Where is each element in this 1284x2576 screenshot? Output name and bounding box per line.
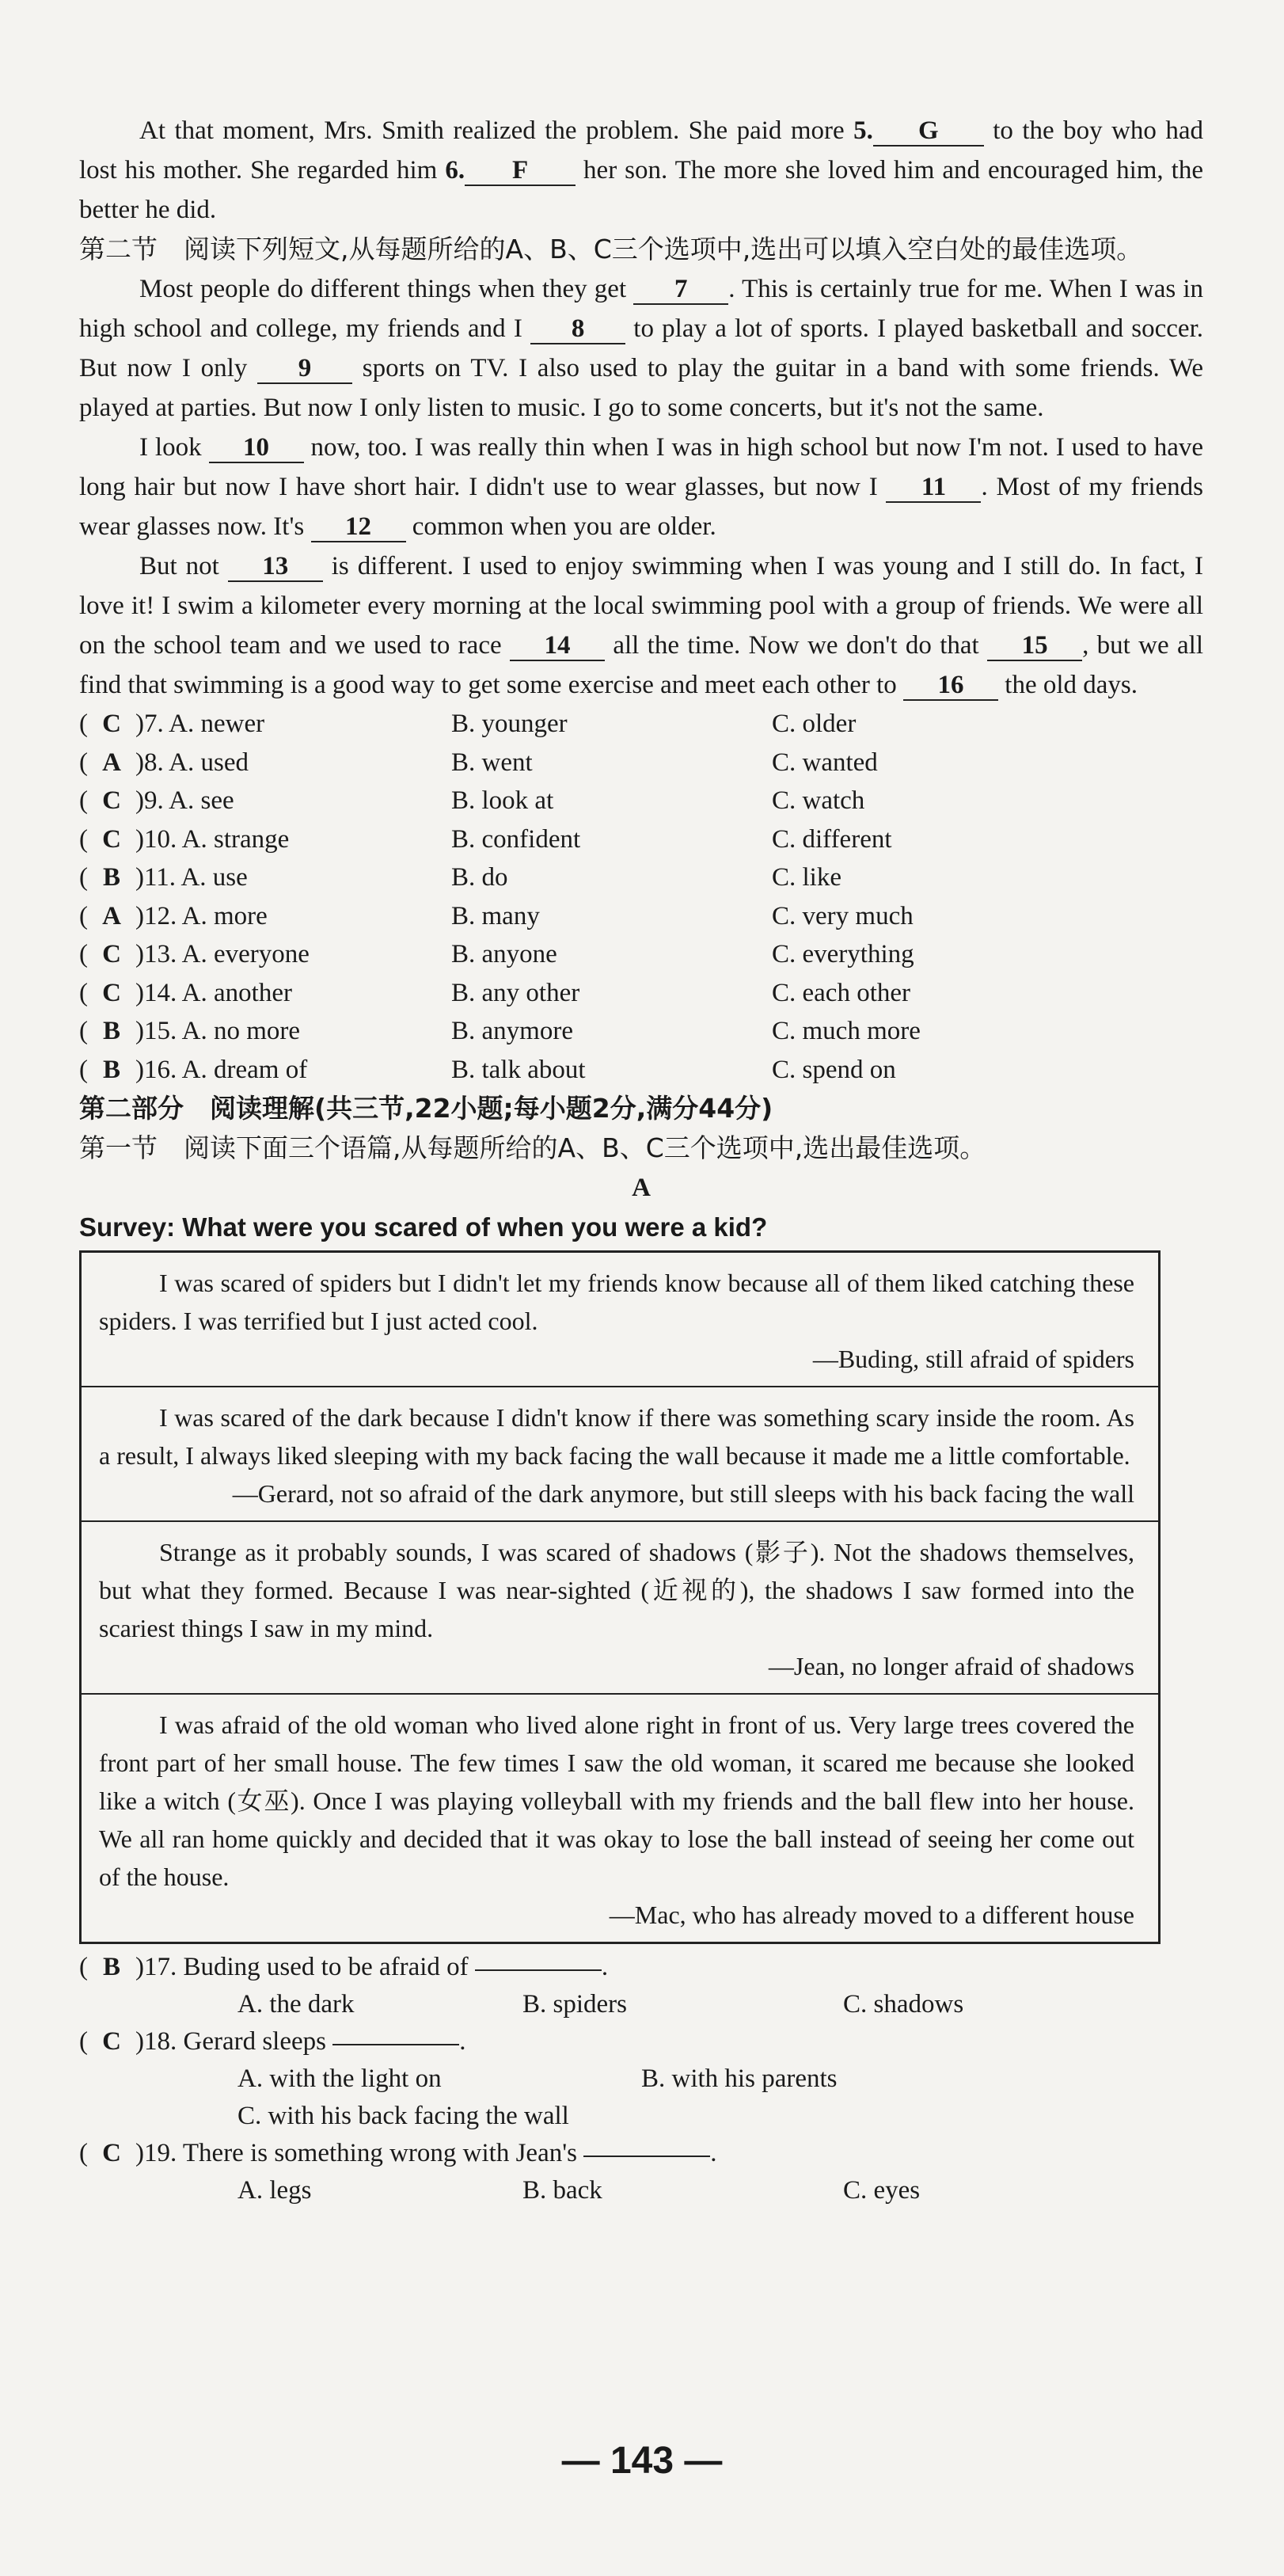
survey-text: Strange as it probably sounds, I was scared of shadows (影子). Not the shadows themselves, but what they formed. Because I was near-sighted (近视的), the shadows I saw formed into the scariest things I saw in my mind. (99, 1538, 1134, 1642)
intro-text-1: At that moment, Mrs. Smith realized the problem. She paid more (139, 116, 854, 145)
item-number-5: 5. (853, 116, 873, 145)
option-row (79, 744, 1203, 782)
option-a-cell: ( C )7. A. newer (79, 705, 451, 744)
survey-cell (82, 1520, 1158, 1693)
questions (79, 1949, 1203, 2209)
cloze-text: , but we all find that swimming is a good way to get some exercise and meet each other to (79, 631, 1203, 699)
option-b: B. any other (451, 978, 580, 1007)
cloze-text: the old days. (998, 671, 1138, 699)
option-c: C. very much (772, 901, 914, 930)
cloze-paragraph-3 (79, 546, 1203, 705)
option-c: C. with his back facing the wall (237, 2102, 569, 2130)
cloze-blank-16: 16 (903, 671, 998, 701)
option-b: B. anyone (451, 940, 557, 968)
question-stem-row (79, 2135, 1203, 2172)
option-c: C. much more (772, 1017, 921, 1045)
option-row (79, 935, 1203, 974)
cloze-blank-13: 13 (228, 552, 323, 582)
question-stem: )17. Buding used to be afraid of (135, 1953, 469, 1981)
option-b: B. anymore (451, 1017, 573, 1045)
option-a-cell: ( B )11. A. use (79, 858, 451, 897)
intro-text-3: her son. The more she loved him and encouraged him, the better he did. (79, 156, 1203, 224)
survey-table (79, 1250, 1161, 1944)
answer-letter: C (102, 2139, 121, 2167)
answer-letter: A (102, 901, 121, 930)
option-a-cell: ( C )13. A. everyone (79, 935, 451, 974)
option-a-cell: ( A )12. A. more (79, 897, 451, 936)
option-a: )10. A. strange (135, 824, 290, 854)
option-a-cell: ( C )14. A. another (79, 974, 451, 1013)
section2-header: 第二节 阅读下列短文,从每题所给的A、B、C三个选项中,选出可以填入空白处的最佳选项。 (79, 234, 1143, 264)
item-number-6: 6. (445, 156, 465, 185)
answer-letter: A (102, 748, 121, 777)
option-c: C. each other (772, 978, 911, 1007)
option-row (79, 1012, 1203, 1051)
option-c: C. spend on (772, 1055, 896, 1084)
option-c: C. wanted (772, 748, 878, 777)
option-b: B. younger (451, 710, 568, 738)
option-b: B. talk about (451, 1055, 586, 1084)
cloze-blank-7: 7 (633, 275, 728, 305)
option-c: C. older (772, 710, 857, 738)
option-row (79, 782, 1203, 820)
intro-paragraph (79, 111, 1203, 230)
option-a: )12. A. more (135, 901, 268, 930)
cloze-text: But not (139, 552, 228, 580)
answer-letter: C (102, 786, 121, 815)
question-stem-row (79, 1949, 1203, 1986)
option-a: )7. A. newer (135, 710, 265, 738)
option-row (79, 858, 1203, 897)
option-c: C. eyes (843, 2176, 921, 2205)
answer-letter: B (102, 1055, 120, 1084)
option-a: A. the dark (237, 1990, 355, 2019)
option-a: )8. A. used (135, 748, 249, 777)
survey-signature: —Gerard, not so afraid of the dark anymore, but still sleeps with his back facing the wall (232, 1479, 1134, 1508)
answer-letter: B (102, 1017, 120, 1045)
cloze-text: to play a lot of sports. I played basketball and soccer. But now I only (79, 314, 1203, 382)
option-c: C. watch (772, 786, 865, 815)
question-options (79, 2098, 1203, 2135)
survey-signature: —Jean, no longer afraid of shadows (768, 1652, 1134, 1680)
cloze-text: all the time. Now we don't do that (604, 631, 988, 660)
question-blank (332, 2023, 459, 2045)
question-end: . (459, 2027, 466, 2056)
option-a: )13. A. everyone (135, 940, 310, 968)
cloze-blank-11: 11 (886, 473, 981, 503)
option-c: C. shadows (843, 1990, 964, 2019)
option-a: )15. A. no more (135, 1017, 301, 1045)
option-a-cell: ( A )8. A. used (79, 744, 451, 782)
part2-subheader: 第一节 阅读下面三个语篇,从每题所给的A、B、C三个选项中,选出最佳选项。 (79, 1132, 986, 1163)
question-options (79, 2172, 1203, 2209)
option-row (79, 820, 1203, 859)
option-b: B. confident (451, 824, 581, 854)
question-blank (583, 2135, 710, 2157)
answer-letter: C (102, 824, 121, 854)
cloze-text: common when you are older. (405, 512, 716, 541)
answer-letter: C (102, 2027, 121, 2056)
cloze-text: . Most of my friends wear glasses now. It's (79, 473, 1203, 541)
option-b: B. do (451, 863, 508, 892)
option-row (79, 705, 1203, 744)
option-a-cell: ( C )10. A. strange (79, 820, 451, 859)
option-a-cell: ( B )16. A. dream of (79, 1051, 451, 1090)
option-b: B. back (522, 2176, 602, 2205)
cloze-blank-15: 15 (987, 631, 1082, 661)
question-blank (475, 1949, 602, 1971)
cloze-options (79, 705, 1203, 1089)
survey-text: I was scared of spiders but I didn't let my friends know because all of them liked catching these spiders. I was terrified but I just acted cool. (99, 1269, 1134, 1335)
question-stem: )19. There is something wrong with Jean's (135, 2139, 578, 2167)
cloze-text: . This is certainly true for me. When I was in high school and college, my friends and I (79, 275, 1204, 343)
cloze-paragraph-1 (79, 269, 1203, 428)
cloze-paragraph-2 (79, 428, 1203, 546)
part2-header: 第二部分 阅读理解(共三节,22小题;每小题2分,满分44分) (79, 1093, 773, 1124)
answer-letter: B (102, 1953, 120, 1981)
cloze-blank-9: 9 (257, 354, 352, 384)
page-number: — 143 — (561, 2440, 723, 2482)
option-c: C. everything (772, 940, 914, 968)
survey-cell (82, 1693, 1158, 1942)
survey-cell (82, 1386, 1158, 1520)
option-b: B. spiders (522, 1990, 627, 2019)
option-b: B. many (451, 901, 540, 930)
option-row (79, 974, 1203, 1013)
option-a: )16. A. dream of (135, 1055, 308, 1084)
cloze-blank-12: 12 (311, 512, 406, 542)
answer-blank-5: G (873, 116, 984, 146)
cloze-blank-10: 10 (209, 433, 304, 463)
cloze-text: Most people do different things when they get (139, 275, 634, 303)
survey-cell (82, 1253, 1158, 1386)
question-end: . (710, 2139, 717, 2167)
option-a: A. legs (237, 2176, 312, 2205)
option-a-cell: ( B )15. A. no more (79, 1012, 451, 1051)
question-end: . (601, 1953, 609, 1981)
survey-text: I was afraid of the old woman who lived alone right in front of us. Very large trees covered the front part of her small house. The few times I saw the old woman, it scared me because she looked like a witch (女巫). Once I was playing volleyball with my friends and the ball flew into her house. We all ran home quickly and decided that it was okay to lose the ball instead of seeing her come out of the house. (99, 1710, 1134, 1891)
option-b: B. look at (451, 786, 554, 815)
question-stem-row (79, 2023, 1203, 2060)
answer-letter: C (102, 710, 121, 738)
option-a-cell: ( C )9. A. see (79, 782, 451, 820)
question-stem: )18. Gerard sleeps (135, 2027, 326, 2056)
cloze-text: I look (139, 433, 209, 462)
question-options (79, 2060, 1203, 2098)
question-options (79, 1986, 1203, 2023)
question-answer-cell: ( C (79, 2135, 135, 2172)
option-a: A. with the light on (237, 2064, 442, 2093)
answer-letter: C (102, 978, 121, 1007)
cloze-blank-8: 8 (530, 314, 625, 344)
option-b: B. with his parents (641, 2064, 838, 2093)
survey-signature: —Buding, still afraid of spiders (812, 1345, 1134, 1373)
option-c: C. like (772, 863, 841, 892)
cloze-text: sports on TV. I also used to play the guitar in a band with some friends. We played at parties. But now I only listen to music. I go to some concerts, but it's not the same. (79, 354, 1204, 422)
survey-signature: —Mac, who has already moved to a different house (609, 1901, 1134, 1929)
cloze-text: is different. I used to enjoy swimming when I was young and I still do. In fact, I love it! I swim a kilometer every morning at the local swimming pool with a group of friends. We were all on the school team and we used to race (79, 552, 1203, 660)
cloze-blank-14: 14 (510, 631, 605, 661)
option-a: )9. A. see (135, 786, 234, 815)
intro-text-2: to the boy who had lost his mother. She regarded him (79, 116, 1203, 185)
cloze-text: now, too. I was really thin when I was in high school but now I'm not. I used to have long hair but now I have short hair. I didn't use to wear glasses, but now I (79, 433, 1203, 501)
survey-text: I was scared of the dark because I didn't know if there was something scary inside the room. As a result, I always liked sleeping with my back facing the wall because it made me a little comfortable. (99, 1403, 1134, 1470)
option-a: )14. A. another (135, 978, 292, 1007)
option-a: )11. A. use (135, 863, 248, 892)
worksheet-page (79, 111, 1203, 2209)
passage-label: A (632, 1174, 651, 1202)
answer-letter: C (102, 940, 121, 968)
option-row (79, 1051, 1203, 1090)
question-answer-cell: ( C (79, 2023, 135, 2060)
option-row (79, 897, 1203, 936)
option-b: B. went (451, 748, 533, 777)
answer-blank-6: F (465, 156, 576, 186)
option-c: C. different (772, 824, 892, 854)
survey-title: Survey: What were you scared of when you were a kid? (79, 1212, 768, 1242)
question-answer-cell: ( B (79, 1949, 135, 1986)
answer-letter: B (102, 863, 120, 892)
